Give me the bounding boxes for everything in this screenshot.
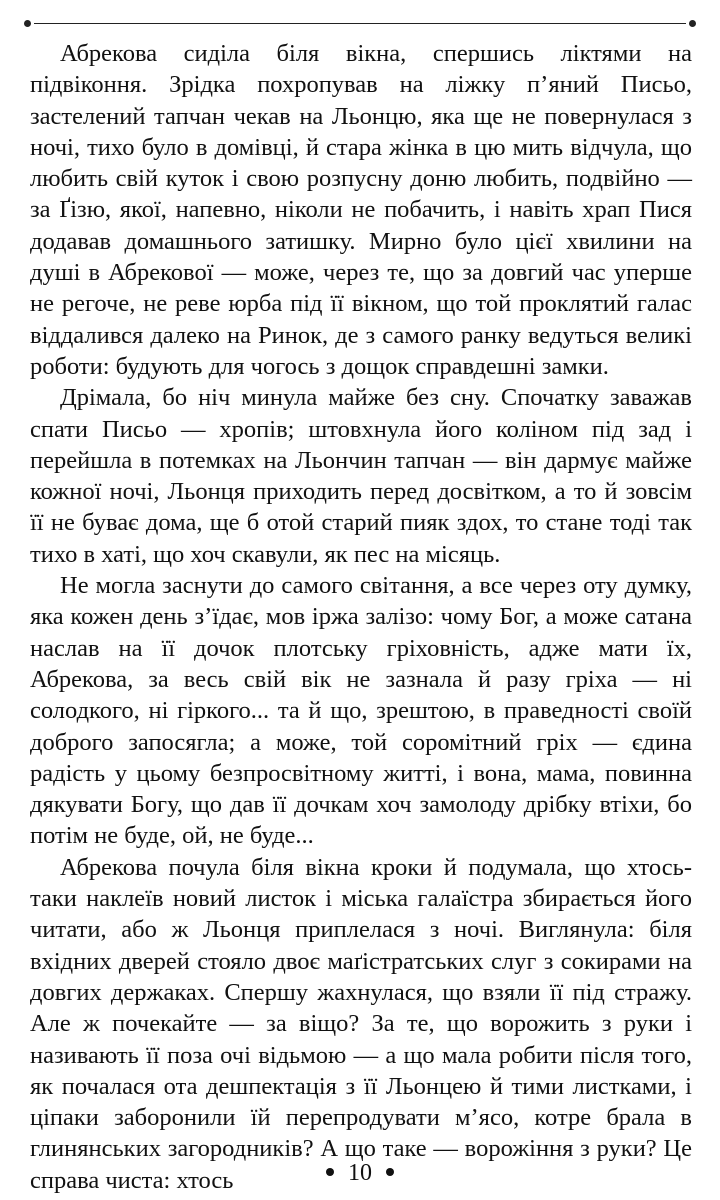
header-ornament-dot-left	[24, 20, 31, 27]
footer-bullet-left	[326, 1168, 334, 1176]
header-divider-line	[34, 23, 686, 24]
footer-bullet-right	[386, 1168, 394, 1176]
paragraph-2: Дрімала, бо ніч минула майже без сну. Спочатку заважав спати Письо — хропів; штовхнула його коліном під зад і перейшла в потемках на Льончин тапчан — він дармує майже кожної ночі, Льонця приходить перед досвітком, а то й зовсім її не буває дома, ще б отой старий пияк здох, то стане тоді так тихо в хаті, що хоч скавули, як пес на місяць.	[30, 384, 692, 568]
body-text	[30, 38, 692, 1196]
paragraph-1: Абрекова сиділа біля вікна, спершись ліктями на підвіконня. Зрідка похропував на ліжку п’яний Письо, застелений тапчан чекав на Льонцю, яка ще не повернулася з ночі, тихо було в домівці, й стара жінка в цю мить відчула, що любить свій куток і свою розпусну доню любить, подвійно — за Ґізю, якої, напевно, ніколи не побачить, і навіть храп Пися додавав домашнього затишку. Мирно було цієї хвилини на душі в Абрекової — може, через те, що за довгий час уперше не регоче, не реве юрба під її вікном, що той проклятий галас віддалився далеко на Ринок, де з самого ранку ведуться великі роботи: будують для чогось з дощок справдешні замки.	[30, 40, 692, 380]
header-rule	[24, 18, 696, 30]
paragraph-4: Абрекова почула біля вікна кроки й подумала, що хтось-таки наклеїв новий листок і міська галаїстра збирається його читати, або ж Льонця приплелася з ночі. Виглянула: біля вхідних дверей стояло двоє маґістратських слуг з сокирами на довгих держаках. Спершу жахнулася, що взяли її під стражу. Але ж почекайте — за віщо? За те, що ворожить з руки і називають її поза очі відьмою — а що мала робити після того, як почалася ота дешпектація з її Льонцею й тими листками, і ціпаки заборонили їй перепродувати м’ясо, котре брала в глинянських загородників? А що таке — ворожіння з руки? Це справа чиста: хтось	[30, 853, 692, 1194]
paragraph-3: Не могла заснути до самого світання, а все через оту думку, яка кожен день з’їдає, мов іржа залізо: чому Бог, а може сатана наслав на її дочок плотську гріховність, адже мати їх, Абрекова, за весь свій вік не зазнала й разу гріха — ні солодкого, ні гіркого... та й що, зрештою, в праведності своїй доброго запосягла; а може, той соромітний гріх — єдина радість у цьому безпросвітному житті, і вона, мама, повинна дякувати Богу, що дав її дочкам хоч замолоду дрібку втіхи, бо потім не буде, ой, не буде...	[30, 572, 692, 850]
page-number: 10	[348, 1160, 372, 1186]
header-ornament-dot-right	[689, 20, 696, 27]
page-footer	[0, 1158, 720, 1188]
